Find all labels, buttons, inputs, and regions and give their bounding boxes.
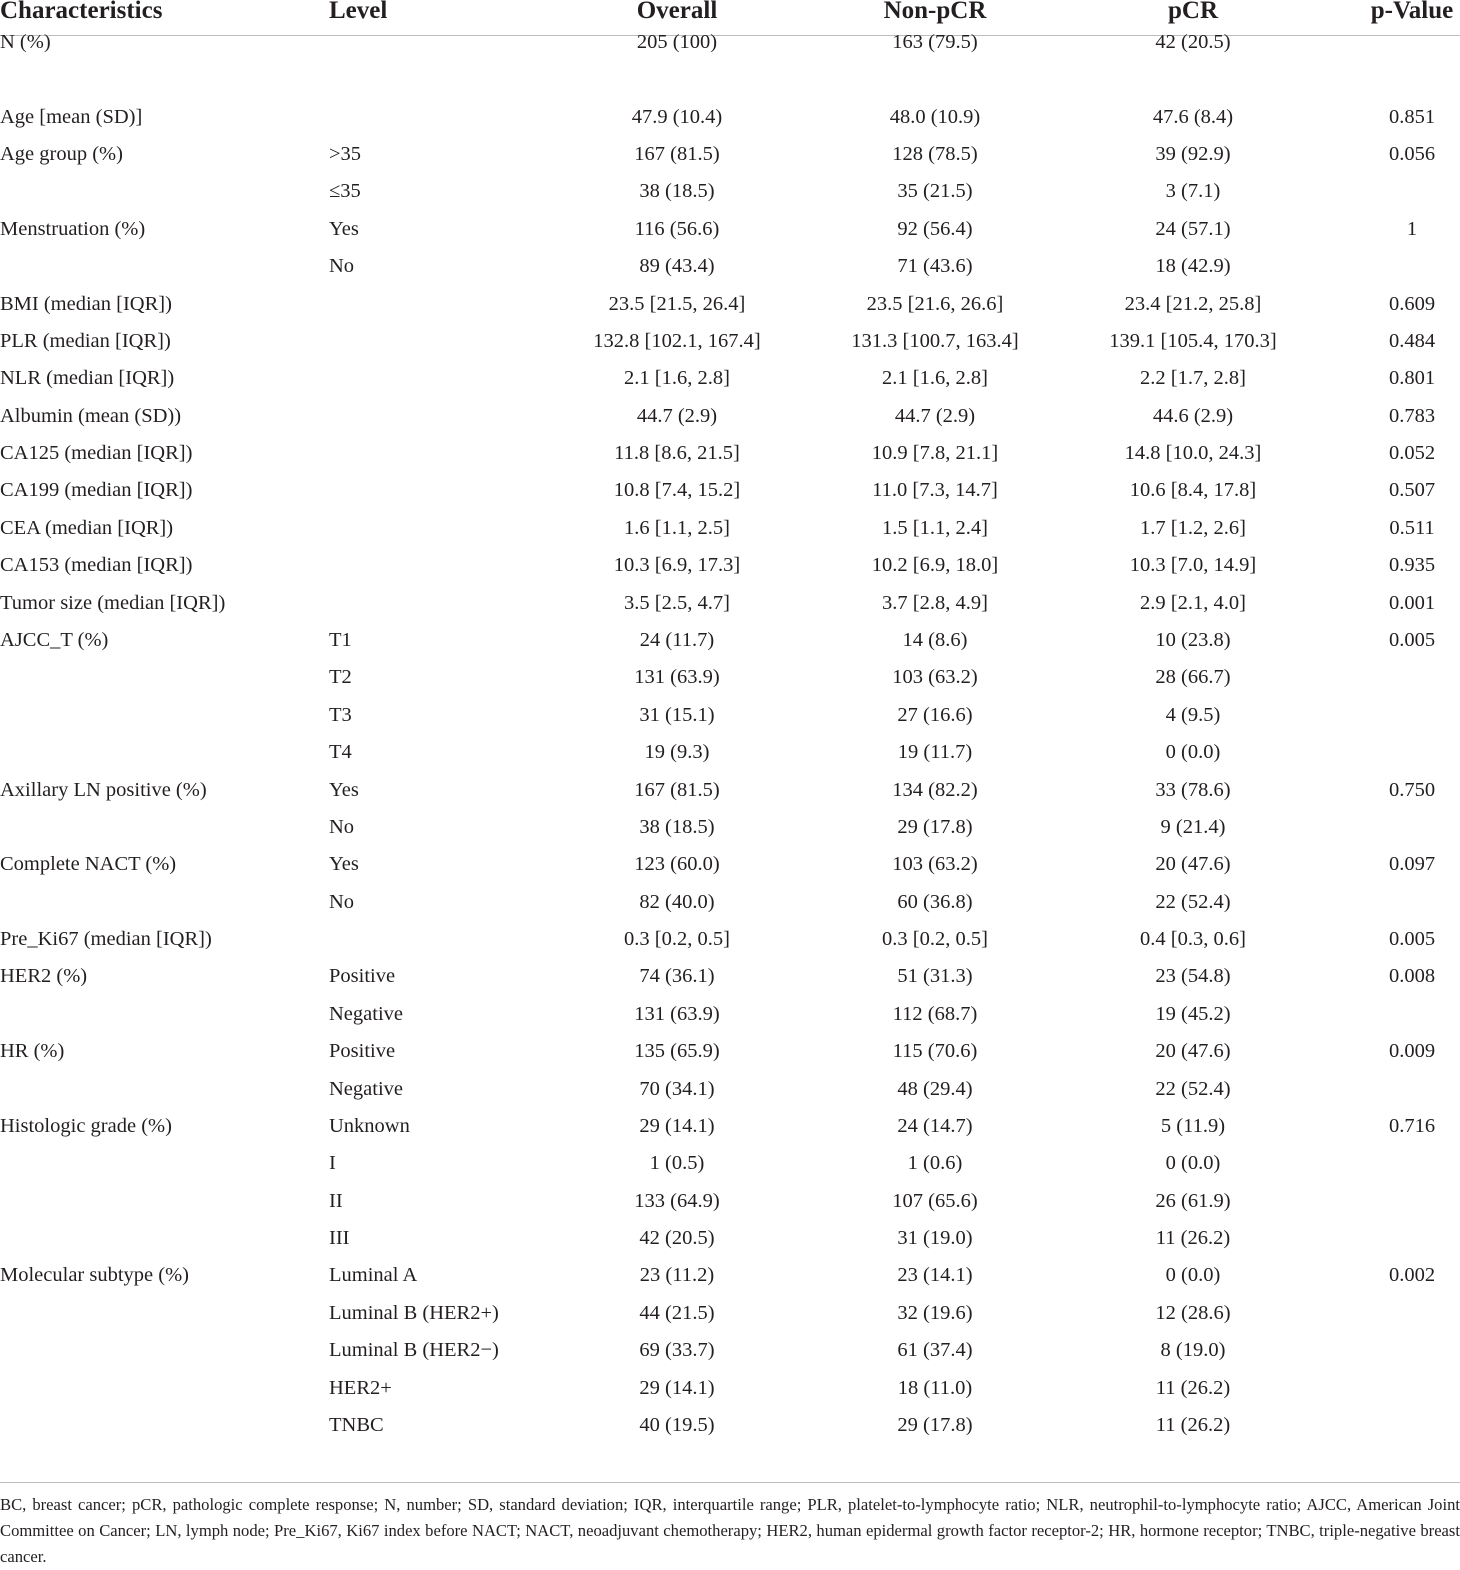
cell-p-value: 0.783 bbox=[1388, 405, 1436, 427]
table-row bbox=[0, 136, 1460, 173]
cell-non-pcr: 92 (56.4) bbox=[897, 218, 973, 240]
cell-pcr: 0 (0.0) bbox=[1165, 1152, 1221, 1174]
cell-non-pcr: 134 (82.2) bbox=[892, 779, 978, 801]
table-row bbox=[0, 772, 1460, 809]
cell-p-value: 0.801 bbox=[1388, 367, 1436, 389]
cell-overall: 23 (11.2) bbox=[639, 1264, 715, 1286]
cell-non-pcr: 18 (11.0) bbox=[897, 1377, 973, 1399]
cell-pcr: 10 (23.8) bbox=[1155, 629, 1231, 651]
cell-non-pcr: 2.1 [1.6, 2.8] bbox=[882, 367, 988, 389]
cell-pcr: 0 (0.0) bbox=[1165, 741, 1221, 763]
cell-overall: 89 (43.4) bbox=[639, 255, 715, 277]
table-footnote: BC, breast cancer; pCR, pathologic complete response; N, number; SD, standard deviation; IQR, interquartile range; PLR, platelet-to-lymphocyte ratio; NLR, neutrophil-to-lymphocyte ratio; AJCC, American Joint Committee on Cancer; LN, lymph node; Pre_Ki67, Ki67 index before NACT; NACT, neoadjuvant chemotherapy; HER2, human epidermal growth factor receptor-2; HR, hormone receptor; TNBC, triple-negative breast cancer. bbox=[0, 1495, 1460, 1566]
cell-characteristic: CA125 (median [IQR]) bbox=[0, 442, 193, 464]
table-row bbox=[0, 24, 1460, 61]
cell-overall: 135 (65.9) bbox=[634, 1040, 720, 1062]
cell-pcr: 22 (52.4) bbox=[1155, 1078, 1231, 1100]
cell-characteristic: HR (%) bbox=[0, 1040, 65, 1062]
cell-non-pcr: 163 (79.5) bbox=[892, 31, 978, 53]
cell-p-value: 0.005 bbox=[1388, 629, 1436, 651]
cell-non-pcr: 32 (19.6) bbox=[897, 1302, 973, 1324]
table-row bbox=[0, 1295, 1460, 1332]
table-row bbox=[0, 1183, 1460, 1220]
cell-pcr: 2.2 [1.7, 2.8] bbox=[1140, 367, 1246, 389]
cell-characteristic: Menstruation (%) bbox=[0, 218, 146, 240]
table-row bbox=[0, 435, 1460, 472]
cell-pcr: 24 (57.1) bbox=[1155, 218, 1231, 240]
cell-characteristic: Molecular subtype (%) bbox=[0, 1264, 189, 1286]
cell-characteristic: Axillary LN positive (%) bbox=[0, 779, 207, 801]
table-row bbox=[0, 1071, 1460, 1108]
cell-overall: 167 (81.5) bbox=[634, 143, 720, 165]
cell-non-pcr: 3.7 [2.8, 4.9] bbox=[882, 592, 988, 614]
table-row bbox=[0, 585, 1460, 622]
table-row bbox=[0, 1033, 1460, 1070]
header-overall: Overall bbox=[636, 0, 718, 24]
cell-p-value: 0.750 bbox=[1388, 779, 1436, 801]
cell-pcr: 20 (47.6) bbox=[1155, 1040, 1231, 1062]
cell-pcr: 11 (26.2) bbox=[1155, 1414, 1231, 1436]
cell-p-value: 0.935 bbox=[1388, 554, 1436, 576]
cell-pcr: 20 (47.6) bbox=[1155, 853, 1231, 875]
header-characteristics: Characteristics bbox=[0, 0, 163, 24]
cell-non-pcr: 44.7 (2.9) bbox=[894, 405, 976, 427]
cell-non-pcr: 35 (21.5) bbox=[897, 180, 973, 202]
table-row bbox=[0, 323, 1460, 360]
cell-non-pcr: 27 (16.6) bbox=[897, 704, 973, 726]
cell-non-pcr: 71 (43.6) bbox=[897, 255, 973, 277]
cell-overall: 131 (63.9) bbox=[634, 1003, 720, 1025]
cell-pcr: 8 (19.0) bbox=[1160, 1339, 1226, 1361]
cell-characteristic: NLR (median [IQR]) bbox=[0, 367, 175, 389]
table-row bbox=[0, 622, 1460, 659]
cell-overall: 31 (15.1) bbox=[639, 704, 715, 726]
cell-overall: 10.3 [6.9, 17.3] bbox=[613, 554, 741, 576]
cell-p-value: 0.097 bbox=[1388, 853, 1436, 875]
cell-pcr: 28 (66.7) bbox=[1155, 666, 1231, 688]
cell-pcr: 3 (7.1) bbox=[1165, 180, 1221, 202]
cell-level: Unknown bbox=[329, 1115, 410, 1137]
cell-level: Luminal B (HER2+) bbox=[329, 1302, 499, 1324]
cell-level: T3 bbox=[329, 704, 352, 726]
cell-overall: 1.6 [1.1, 2.5] bbox=[624, 517, 730, 539]
cell-p-value: 0.001 bbox=[1388, 592, 1436, 614]
table-row bbox=[0, 510, 1460, 547]
cell-p-value: 0.005 bbox=[1388, 928, 1436, 950]
cell-p-value: 0.484 bbox=[1388, 330, 1436, 352]
table-row bbox=[0, 697, 1460, 734]
cell-non-pcr: 103 (63.2) bbox=[892, 666, 978, 688]
cell-level: Negative bbox=[329, 1003, 403, 1025]
cell-level: No bbox=[329, 816, 355, 838]
table-row bbox=[0, 921, 1460, 958]
cell-level: T4 bbox=[329, 741, 352, 763]
cell-p-value: 0.609 bbox=[1388, 293, 1436, 315]
cell-p-value: 0.511 bbox=[1389, 517, 1435, 539]
cell-characteristic: BMI (median [IQR]) bbox=[0, 293, 172, 315]
cell-pcr: 18 (42.9) bbox=[1155, 255, 1231, 277]
cell-overall: 19 (9.3) bbox=[644, 741, 710, 763]
cell-pcr: 14.8 [10.0, 24.3] bbox=[1124, 442, 1262, 464]
cell-pcr: 44.6 (2.9) bbox=[1152, 405, 1234, 427]
cell-pcr: 0 (0.0) bbox=[1165, 1264, 1221, 1286]
cell-pcr: 47.6 (8.4) bbox=[1152, 106, 1234, 128]
cell-pcr: 4 (9.5) bbox=[1165, 704, 1221, 726]
cell-pcr: 11 (26.2) bbox=[1155, 1227, 1231, 1249]
cell-non-pcr: 24 (14.7) bbox=[897, 1115, 973, 1137]
table-row bbox=[0, 99, 1460, 136]
cell-level: III bbox=[329, 1227, 350, 1249]
cell-characteristic: Histologic grade (%) bbox=[0, 1115, 172, 1137]
cell-non-pcr: 29 (17.8) bbox=[897, 1414, 973, 1436]
cell-non-pcr: 48 (29.4) bbox=[897, 1078, 973, 1100]
table-row bbox=[0, 659, 1460, 696]
cell-overall: 205 (100) bbox=[636, 31, 718, 53]
cell-non-pcr: 48.0 (10.9) bbox=[889, 106, 981, 128]
table-row bbox=[0, 360, 1460, 397]
cell-non-pcr: 115 (70.6) bbox=[892, 1040, 978, 1062]
table-row bbox=[0, 846, 1460, 883]
cell-pcr: 0.4 [0.3, 0.6] bbox=[1140, 928, 1246, 950]
cell-non-pcr: 11.0 [7.3, 14.7] bbox=[872, 479, 998, 501]
table-row bbox=[0, 1257, 1460, 1294]
table-row bbox=[0, 1108, 1460, 1145]
table-row bbox=[0, 1370, 1460, 1407]
cell-pcr: 42 (20.5) bbox=[1155, 31, 1231, 53]
cell-pcr: 12 (28.6) bbox=[1155, 1302, 1231, 1324]
cell-level: HER2+ bbox=[329, 1377, 392, 1399]
cell-non-pcr: 131.3 [100.7, 163.4] bbox=[851, 330, 1019, 352]
table-row bbox=[0, 1407, 1460, 1444]
cell-overall: 133 (64.9) bbox=[634, 1190, 720, 1212]
cell-pcr: 10.3 [7.0, 14.9] bbox=[1129, 554, 1257, 576]
cell-non-pcr: 60 (36.8) bbox=[897, 891, 973, 913]
cell-level: I bbox=[329, 1152, 336, 1174]
cell-level: Positive bbox=[329, 965, 396, 987]
cell-overall: 42 (20.5) bbox=[639, 1227, 715, 1249]
table-row bbox=[0, 248, 1460, 285]
cell-pcr: 33 (78.6) bbox=[1155, 779, 1231, 801]
table-row bbox=[0, 173, 1460, 210]
cell-characteristic: Pre_Ki67 (median [IQR]) bbox=[0, 928, 212, 950]
cell-non-pcr: 23.5 [21.6, 26.6] bbox=[866, 293, 1004, 315]
header-pcr: pCR bbox=[1167, 0, 1219, 24]
cell-p-value: 0.002 bbox=[1388, 1264, 1436, 1286]
cell-overall: 11.8 [8.6, 21.5] bbox=[614, 442, 740, 464]
cell-overall: 131 (63.9) bbox=[634, 666, 720, 688]
cell-level: No bbox=[329, 891, 355, 913]
cell-overall: 38 (18.5) bbox=[639, 180, 715, 202]
cell-level: T2 bbox=[329, 666, 352, 688]
cell-level: Yes bbox=[329, 779, 359, 801]
cell-non-pcr: 1.5 [1.1, 2.4] bbox=[882, 517, 988, 539]
cell-pcr: 22 (52.4) bbox=[1155, 891, 1231, 913]
cell-level: >35 bbox=[329, 143, 362, 165]
cell-characteristic: CA153 (median [IQR]) bbox=[0, 554, 193, 576]
table-row bbox=[0, 996, 1460, 1033]
cell-characteristic: PLR (median [IQR]) bbox=[0, 330, 171, 352]
cell-pcr: 2.9 [2.1, 4.0] bbox=[1140, 592, 1246, 614]
cell-characteristic: N (%) bbox=[0, 31, 51, 53]
cell-level: TNBC bbox=[329, 1414, 384, 1436]
header-level: Level bbox=[329, 0, 388, 24]
cell-overall: 29 (14.1) bbox=[639, 1377, 715, 1399]
cell-level: II bbox=[329, 1190, 343, 1212]
table-row bbox=[0, 398, 1460, 435]
cell-overall: 82 (40.0) bbox=[639, 891, 715, 913]
cell-level: Yes bbox=[329, 853, 359, 875]
table-row bbox=[0, 472, 1460, 509]
cell-overall: 3.5 [2.5, 4.7] bbox=[624, 592, 730, 614]
table-row bbox=[0, 958, 1460, 995]
cell-p-value: 0.009 bbox=[1388, 1040, 1436, 1062]
cell-overall: 44 (21.5) bbox=[639, 1302, 715, 1324]
cell-p-value: 0.008 bbox=[1388, 965, 1436, 987]
cell-level: Positive bbox=[329, 1040, 396, 1062]
cell-overall: 38 (18.5) bbox=[639, 816, 715, 838]
cell-pcr: 11 (26.2) bbox=[1155, 1377, 1231, 1399]
cell-non-pcr: 112 (68.7) bbox=[892, 1003, 978, 1025]
table-row bbox=[0, 547, 1460, 584]
cell-p-value: 1 bbox=[1406, 218, 1418, 240]
cell-non-pcr: 51 (31.3) bbox=[897, 965, 973, 987]
cell-level: No bbox=[329, 255, 355, 277]
cell-level: Negative bbox=[329, 1078, 403, 1100]
cell-characteristic: Tumor size (median [IQR]) bbox=[0, 592, 226, 614]
cell-level: Luminal B (HER2−) bbox=[329, 1339, 499, 1361]
cell-overall: 1 (0.5) bbox=[649, 1152, 705, 1174]
cell-non-pcr: 107 (65.6) bbox=[892, 1190, 978, 1212]
cell-overall: 74 (36.1) bbox=[639, 965, 715, 987]
cell-level: ≤35 bbox=[329, 180, 361, 202]
cell-overall: 24 (11.7) bbox=[639, 629, 715, 651]
cell-non-pcr: 103 (63.2) bbox=[892, 853, 978, 875]
cell-p-value: 0.056 bbox=[1388, 143, 1436, 165]
cell-non-pcr: 61 (37.4) bbox=[897, 1339, 973, 1361]
cell-pcr: 10.6 [8.4, 17.8] bbox=[1129, 479, 1257, 501]
table-row bbox=[0, 884, 1460, 921]
cell-characteristic: HER2 (%) bbox=[0, 965, 88, 987]
cell-overall: 23.5 [21.5, 26.4] bbox=[608, 293, 746, 315]
cell-pcr: 9 (21.4) bbox=[1160, 816, 1226, 838]
cell-p-value: 0.507 bbox=[1388, 479, 1436, 501]
cell-overall: 40 (19.5) bbox=[639, 1414, 715, 1436]
cell-overall: 47.9 (10.4) bbox=[631, 106, 723, 128]
cell-non-pcr: 10.9 [7.8, 21.1] bbox=[871, 442, 999, 464]
cell-non-pcr: 19 (11.7) bbox=[897, 741, 973, 763]
cell-non-pcr: 14 (8.6) bbox=[902, 629, 968, 651]
cell-pcr: 26 (61.9) bbox=[1155, 1190, 1231, 1212]
cell-overall: 69 (33.7) bbox=[639, 1339, 715, 1361]
cell-overall: 2.1 [1.6, 2.8] bbox=[624, 367, 730, 389]
cell-pcr: 23.4 [21.2, 25.8] bbox=[1124, 293, 1262, 315]
header-p-value: p-Value bbox=[1370, 0, 1454, 24]
table-row bbox=[0, 211, 1460, 248]
cell-characteristic: Age [mean (SD)] bbox=[0, 106, 143, 128]
cell-p-value: 0.716 bbox=[1388, 1115, 1436, 1137]
cell-overall: 123 (60.0) bbox=[634, 853, 720, 875]
cell-pcr: 1.7 [1.2, 2.6] bbox=[1140, 517, 1246, 539]
cell-pcr: 5 (11.9) bbox=[1160, 1115, 1226, 1137]
table-row bbox=[0, 1145, 1460, 1182]
cell-pcr: 19 (45.2) bbox=[1155, 1003, 1231, 1025]
cell-non-pcr: 1 (0.6) bbox=[907, 1152, 963, 1174]
cell-non-pcr: 0.3 [0.2, 0.5] bbox=[882, 928, 988, 950]
cell-overall: 116 (56.6) bbox=[634, 218, 720, 240]
cell-overall: 132.8 [102.1, 167.4] bbox=[593, 330, 761, 352]
cell-pcr: 139.1 [105.4, 170.3] bbox=[1109, 330, 1277, 352]
cell-characteristic: CA199 (median [IQR]) bbox=[0, 479, 193, 501]
cell-overall: 0.3 [0.2, 0.5] bbox=[624, 928, 730, 950]
cell-level: Luminal A bbox=[329, 1264, 418, 1286]
cell-characteristic: Age group (%) bbox=[0, 143, 123, 165]
table-row bbox=[0, 286, 1460, 323]
cell-overall: 167 (81.5) bbox=[634, 779, 720, 801]
table-row bbox=[0, 1332, 1460, 1369]
cell-overall: 29 (14.1) bbox=[639, 1115, 715, 1137]
cell-non-pcr: 23 (14.1) bbox=[897, 1264, 973, 1286]
cell-pcr: 23 (54.8) bbox=[1155, 965, 1231, 987]
footnote-divider bbox=[0, 1482, 1460, 1483]
cell-non-pcr: 128 (78.5) bbox=[892, 143, 978, 165]
cell-characteristic: Albumin (mean (SD)) bbox=[0, 405, 182, 427]
cell-characteristic: CEA (median [IQR]) bbox=[0, 517, 174, 539]
cell-level: Yes bbox=[329, 218, 359, 240]
cell-characteristic: Complete NACT (%) bbox=[0, 853, 177, 875]
table-row bbox=[0, 734, 1460, 771]
cell-p-value: 0.851 bbox=[1388, 106, 1436, 128]
cell-level: T1 bbox=[329, 629, 352, 651]
cell-overall: 70 (34.1) bbox=[639, 1078, 715, 1100]
cell-non-pcr: 31 (19.0) bbox=[897, 1227, 973, 1249]
cell-overall: 44.7 (2.9) bbox=[636, 405, 718, 427]
cell-non-pcr: 29 (17.8) bbox=[897, 816, 973, 838]
header-non-pcr: Non-pCR bbox=[883, 0, 987, 24]
table-row bbox=[0, 1220, 1460, 1257]
table-row bbox=[0, 809, 1460, 846]
cell-non-pcr: 10.2 [6.9, 18.0] bbox=[871, 554, 999, 576]
cell-p-value: 0.052 bbox=[1388, 442, 1436, 464]
cell-overall: 10.8 [7.4, 15.2] bbox=[613, 479, 741, 501]
cell-characteristic: AJCC_T (%) bbox=[0, 629, 109, 651]
cell-pcr: 39 (92.9) bbox=[1155, 143, 1231, 165]
